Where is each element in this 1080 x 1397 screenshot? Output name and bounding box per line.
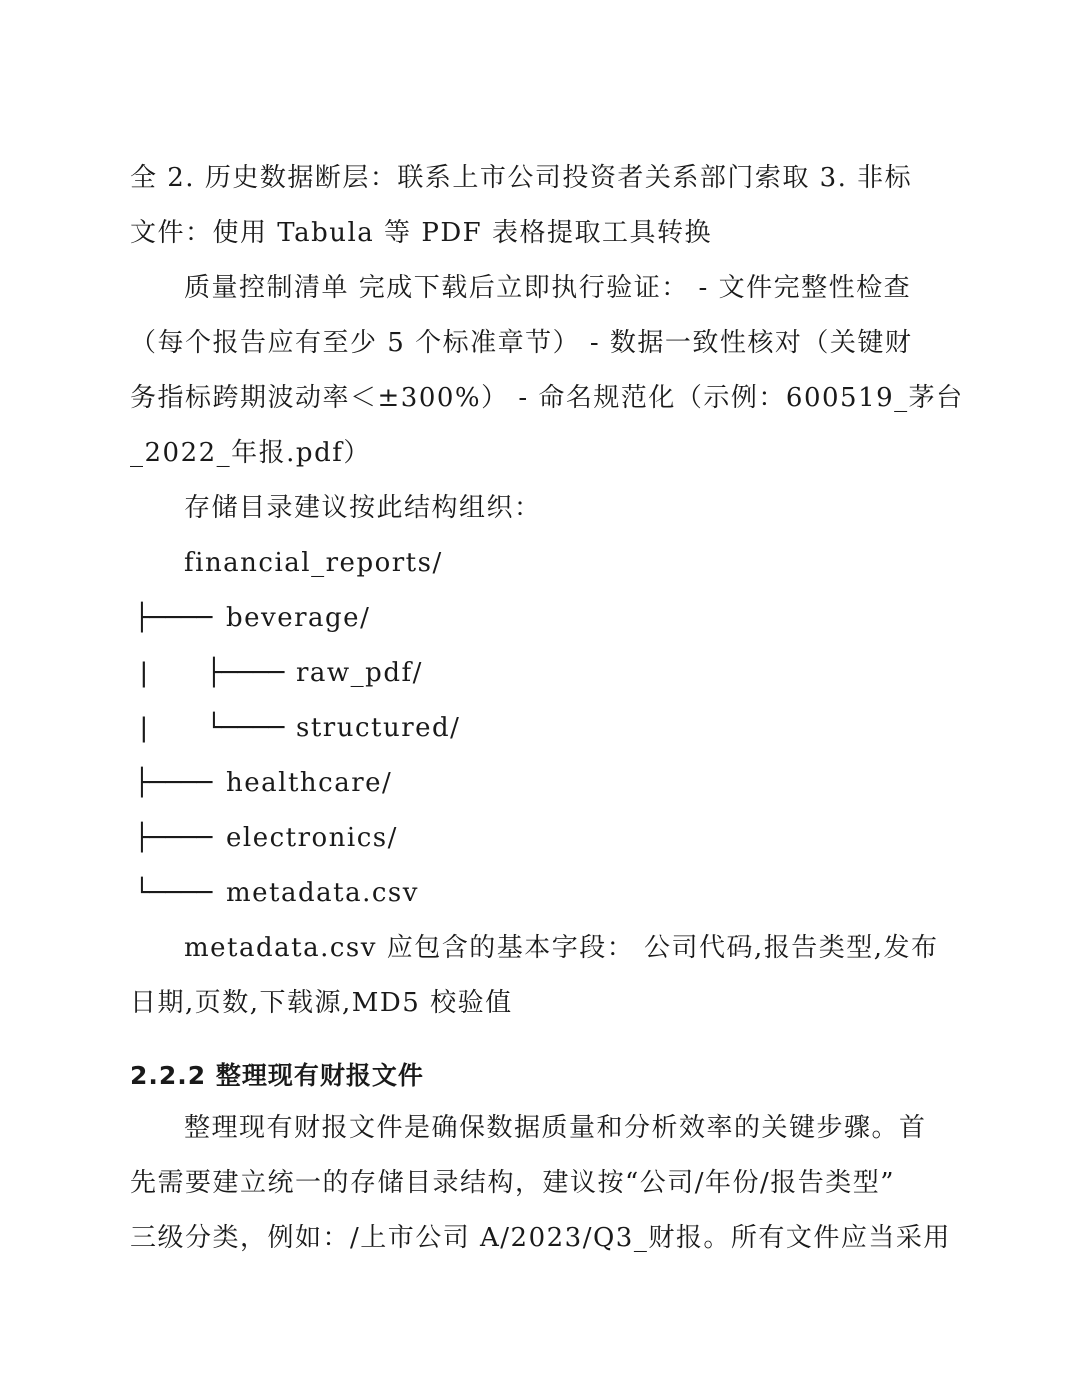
paragraph-line: 日期,页数,下载源,MD5 校验值	[130, 988, 513, 1018]
paragraph-line: 先需要建立统一的存储目录结构，建议按“公司/年份/报告类型”	[130, 1168, 896, 1198]
tree-branch: ├────	[134, 823, 213, 853]
paragraph-line: 务指标跨期波动率＜±300%） - 命名规范化（示例：600519_茅台	[130, 383, 964, 413]
paragraph-line: _2022_年报.pdf）	[130, 438, 371, 468]
tree-branch: └────	[134, 878, 213, 908]
tree-item: raw_pdf/	[296, 658, 423, 688]
tree-item: electronics/	[226, 823, 398, 853]
tree-root: financial_reports/	[184, 548, 443, 578]
paragraph-line: 全 2. 历史数据断层：联系上市公司投资者关系部门索取 3. 非标	[130, 163, 913, 193]
tree-item: metadata.csv	[226, 878, 419, 908]
tree-pipe: |	[136, 713, 152, 743]
tree-branch: └────	[206, 713, 285, 743]
tree-branch: ├────	[134, 768, 213, 798]
paragraph-line: 三级分类，例如：/上市公司 A/2023/Q3_财报。所有文件应当采用	[130, 1223, 951, 1253]
tree-branch: ├────	[134, 603, 213, 633]
tree-item: beverage/	[226, 603, 371, 633]
paragraph-line: （每个报告应有至少 5 个标准章节） - 数据一致性核对（关键财	[130, 328, 913, 358]
paragraph-line: metadata.csv 应包含的基本字段： 公司代码,报告类型,发布	[184, 933, 939, 963]
section-heading: 2.2.2 整理现有财报文件	[130, 1061, 424, 1090]
tree-item: structured/	[296, 713, 461, 743]
tree-branch: ├────	[206, 658, 285, 688]
paragraph-line: 质量控制清单 完成下载后立即执行验证： - 文件完整性检查	[184, 273, 912, 303]
paragraph-line: 存储目录建议按此结构组织：	[184, 493, 542, 523]
paragraph-line: 整理现有财报文件是确保数据质量和分析效率的关键步骤。首	[184, 1113, 927, 1143]
tree-item: healthcare/	[226, 768, 393, 798]
tree-pipe: |	[136, 658, 152, 688]
paragraph-line: 文件：使用 Tabula 等 PDF 表格提取工具转换	[130, 218, 712, 248]
